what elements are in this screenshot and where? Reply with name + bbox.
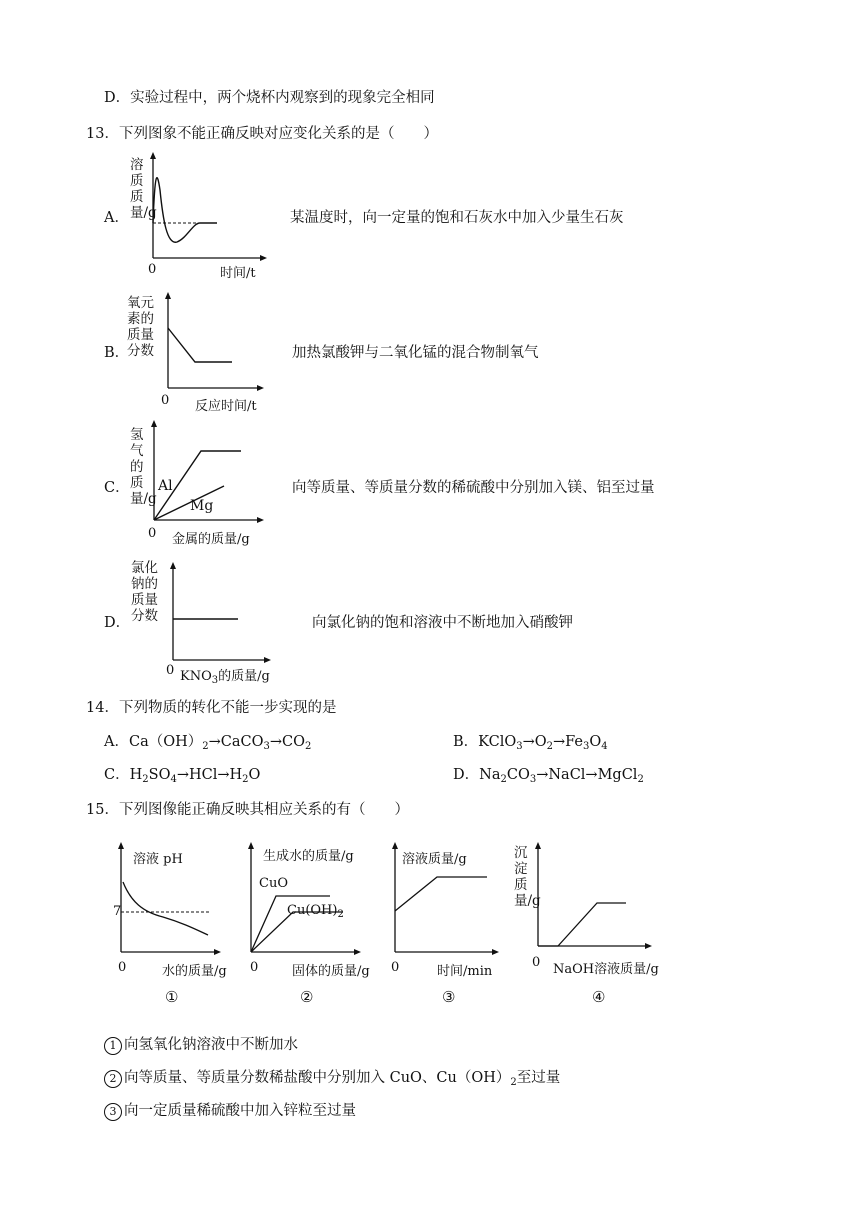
q15-stem: 15．下列图像能正确反映其相应关系的有（ ） bbox=[86, 802, 409, 818]
q13-b-xlabel: 反应时间/t bbox=[195, 399, 257, 414]
q15-g4-origin: 0 bbox=[532, 955, 541, 970]
circled-number: 1 bbox=[104, 1037, 122, 1055]
q15-graph-4 bbox=[530, 840, 660, 960]
q13-c-series-al: Al bbox=[158, 478, 173, 494]
q13-a-ylabel: 溶质质量/g bbox=[130, 157, 157, 221]
q15-g1-xlabel: 水的质量/g bbox=[162, 964, 227, 979]
q13-c-desc: 向等质量、等质量分数的稀硫酸中分别加入镁、铝至过量 bbox=[292, 480, 655, 496]
q13-b-ylabel: 氧元素的质量分数 bbox=[127, 295, 154, 359]
q13-b-origin: 0 bbox=[161, 393, 170, 408]
q13-b-letter: B． bbox=[104, 345, 130, 361]
q15-g2-ylabel: 生成水的质量/g bbox=[263, 849, 354, 864]
q13-d-desc: 向氯化钠的饱和溶液中不断地加入硝酸钾 bbox=[312, 615, 573, 631]
q13-a-desc: 某温度时，向一定量的饱和石灰水中加入少量生石灰 bbox=[290, 210, 624, 226]
q15-g3-ylabel: 溶液质量/g bbox=[402, 852, 467, 867]
q15-g2-xlabel: 固体的质量/g bbox=[292, 964, 370, 979]
circled-number: 2 bbox=[104, 1070, 122, 1088]
q15-g2-series-cuo: CuO bbox=[259, 876, 288, 891]
circled-number: 3 bbox=[104, 1103, 122, 1121]
q13-c-letter: C． bbox=[104, 480, 130, 496]
q13-d-letter: D． bbox=[104, 615, 131, 631]
q15-g3-xlabel: 时间/min bbox=[437, 964, 493, 979]
q13-c-xlabel: 金属的质量/g bbox=[172, 532, 250, 547]
q14-option-c: C．$H_2SO_4\to HCl\to H_2O$ bbox=[104, 767, 261, 785]
q15-g1-origin: 0 bbox=[118, 960, 127, 975]
q14-stem: 14．下列物质的转化不能一步实现的是 bbox=[86, 700, 337, 716]
q15-g1-caption: ① bbox=[165, 988, 179, 1006]
q13-d-graph bbox=[165, 560, 275, 665]
q13-b-desc: 加热氯酸钾与二氧化锰的混合物制氧气 bbox=[292, 345, 539, 361]
q13-a-letter: A． bbox=[104, 210, 129, 226]
q15-g2-series-cuoh2: $Cu(OH)_2$ bbox=[287, 903, 344, 920]
q15-g4-ylabel: 沉淀质量/g bbox=[514, 845, 541, 909]
q15-g4-caption: ④ bbox=[592, 988, 606, 1006]
q13-c-series-mg: Mg bbox=[190, 498, 214, 514]
q13-stem: 13．下列图象不能正确反映对应变化关系的是（ ） bbox=[86, 126, 438, 142]
q13-a-graph bbox=[145, 150, 270, 265]
q15-statement-3: 3 向一定质量稀硫酸中加入锌粒至过量 bbox=[104, 1101, 356, 1121]
q13-b-graph bbox=[160, 290, 270, 395]
q15-g3-origin: 0 bbox=[391, 960, 400, 975]
q13-a-xlabel: 时间/t bbox=[220, 266, 256, 281]
q13-c-origin: 0 bbox=[148, 526, 157, 541]
q15-g1-ylabel: 溶液 pH bbox=[133, 852, 183, 867]
q13-d-origin: 0 bbox=[166, 663, 175, 678]
q15-g4-xlabel: NaOH溶液质量/g bbox=[553, 962, 659, 977]
q15-g3-caption: ③ bbox=[442, 988, 456, 1006]
q15-g2-caption: ② bbox=[300, 988, 314, 1006]
q13-d-xlabel: $KNO_3$的质量/g bbox=[180, 669, 270, 686]
q12-option-d: D．实验过程中，两个烧杯内观察到的现象完全相同 bbox=[104, 90, 435, 106]
q13-c-ylabel: 氢气的质量/g bbox=[130, 427, 157, 507]
q13-d-ylabel: 氯化钠的质量分数 bbox=[131, 560, 158, 624]
q15-g2-origin: 0 bbox=[250, 960, 259, 975]
q14-option-b: B．$KClO_3\to O_2\to Fe_3O_4$ bbox=[453, 734, 608, 752]
q15-statement-1: 1 向氢氧化钠溶液中不断加水 bbox=[104, 1035, 298, 1055]
q14-option-a: A．$Ca(OH)_2\to CaCO_3\to CO_2$ bbox=[104, 734, 312, 752]
q15-g1-mark: 7 bbox=[113, 904, 122, 919]
q14-option-d: D．$Na_2CO_3\to NaCl\to MgCl_2$ bbox=[453, 767, 644, 785]
q13-a-origin: 0 bbox=[148, 262, 157, 277]
q15-statement-2: 2 向等质量、等质量分数稀盐酸中分别加入 CuO、$Cu(OH)_2$至过量 bbox=[104, 1068, 560, 1088]
